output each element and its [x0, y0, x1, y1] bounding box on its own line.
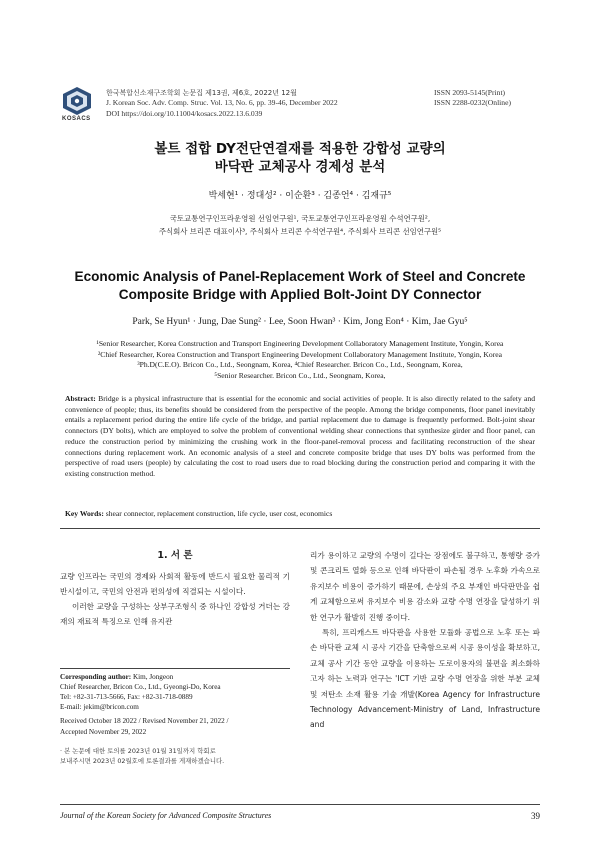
received-line1: Received October 18 2022 / Revised November 21, 2022 / — [60, 717, 229, 725]
discussion-note — [60, 746, 290, 766]
right-paragraph-1: 리가 용이하고 교량의 수명이 길다는 장점에도 불구하고, 통행량 증가 및 콘크리트 열화 등으로 인해 바닥판이 파손될 경우 노후화 가속으로 유지보수 비용이 증가하기 때문에, 손상의 주요 부재인 바닥판만을 쉽게 교체함으로써 유지보수 비용 감소와 교량 수명 연장을 달성하기 위한 연구가 활발히 진행 중이다. — [310, 551, 540, 622]
affiliation-english-line1: ¹Senior Researcher, Korea Construction and Transport Engineering Development Collaboratory Management Institute, Yongin, Korea — [96, 339, 504, 348]
abstract-text: Bridge is a physical infrastructure that is essential for the economic and social activities of people. It is also directly related to the safety and convenience of people; thus, its benefits should be considered from the perspective of the people. Among the bridge components, floor panel inevitably entails a replacement period during the entire life cycle of the bridge, and partial replacement due to damage is frequently performed. Bolt-joint shear connectors (DY bolts), which are employed to solve the problem of conventional welding shear connections that synthesize girder and floor panel, can reduce the construction period by minimizing the crushing work in the floor-panel-removal process and facilitating reconstruction of the shear connections during replacement work. An economic analysis of a steel and concrete composite bridge that uses DY bolts was performed from the perspective of road users (people) by calculating the cost to road users due to road blocking during the construction period and comparing it with the existing construction method. — [65, 394, 536, 478]
authors-korean: 박세현¹ · 정대성² · 이순환³ · 김종언⁴ · 김재규⁵ — [208, 191, 392, 201]
title-korean-line2: 바닥판 교체공사 경제성 분석 — [214, 159, 386, 175]
right-column-body — [310, 548, 540, 733]
keywords-text: shear connector, replacement construction, life cycle, user cost, economics — [105, 509, 333, 518]
affiliations-korean — [40, 212, 560, 238]
left-column-body — [60, 569, 290, 629]
intro-paragraph-1: 교량 인프라는 국민의 경제와 사회적 활동에 반드시 필요한 물리적 기반시설이고, 국민의 안전과 편의성에 직결되는 시설이다. — [60, 572, 290, 596]
doi-link[interactable]: DOI https://doi.org/10.11004/kosacs.2022.13.6.039 — [106, 108, 263, 118]
section-heading: 1. 서 론 — [157, 550, 193, 561]
title-korean-line1: 볼트 접합 DY전단연결재를 적용한 강합성 교량의 — [154, 141, 446, 157]
title-english-line1: Economic Analysis of Panel-Replacement Work of Steel and Concrete — [74, 269, 526, 284]
corresponding-email[interactable]: E-mail: jekim@bricon.com — [60, 703, 139, 711]
title-english — [40, 268, 560, 304]
received-dates — [60, 716, 290, 738]
title-korean — [40, 140, 560, 176]
issn-online: ISSN 2288-0232(Online) — [434, 98, 511, 108]
affiliations-english — [40, 339, 560, 381]
corresponding-phone: Tel: +82-31-713-5666, Fax: +82-31-718-0889 — [60, 693, 193, 701]
journal-logo — [60, 86, 94, 118]
abstract — [65, 394, 535, 480]
discussion-note-line1: · 본 논문에 대한 토의를 2023년 01월 31일까지 학회로 — [60, 747, 216, 755]
keywords-label: Key Words: — [65, 509, 104, 518]
keywords — [65, 509, 535, 518]
received-line2: Accepted November 29, 2022 — [60, 728, 147, 736]
journal-info — [106, 88, 338, 119]
affiliation-english-line2: ²Chief Researcher, Korea Construction and Transport Engineering Development Collaboratory Management Institute, Yongin, Korea — [98, 349, 502, 359]
footnote-rule — [60, 668, 290, 669]
title-english-line2: Composite Bridge with Applied Bolt-Joint DY Connector — [118, 287, 482, 302]
issn-print: ISSN 2093-5145(Print) — [434, 88, 506, 97]
footer-rule — [60, 804, 540, 805]
abstract-label: Abstract: — [65, 394, 96, 403]
right-paragraph-2: 특히, 프리캐스트 바닥판을 사용한 모듈화 공법으로 노후 또는 파손 바닥판 교체 시 공사 기간을 단축함으로써 시공 용이성을 확보하고, 교체 공사 기간 동안 교량을 이용하는 도로이용자의 불편을 최소화하고자 하는 노력과 연구는 'ICT 기반 교량 수명 연장을 위한 부분 교체 및 저탄소 소재 활용 기술 개발(Korea Agency for Infrastructure Technology Advancement-Ministry of Land, Infrastructure and — [310, 628, 540, 730]
journal-korean: 한국복합신소재구조학회 논문집 제13권, 제6호, 2022년 12월 — [106, 89, 297, 97]
affiliation-korean-line1: 국토교통연구인프라운영원 선임연구원¹, 국토교통연구인프라운영원 수석연구원², — [169, 214, 431, 223]
issn-block — [434, 88, 511, 109]
footer-journal-name: Journal of the Korean Society for Advanced Composite Structures — [60, 811, 272, 820]
corresponding-author — [60, 672, 290, 712]
affiliation-korean-line2: 주식회사 브리콘 대표이사³, 주식회사 브리콘 수석연구원⁴, 주식회사 브리콘 선임연구원⁵ — [158, 227, 442, 236]
affiliation-english-line4: ⁵Senior Researcher. Bricon Co., Ltd., Seongnam, Korea, — [214, 370, 386, 380]
corresponding-affiliation: Chief Researcher, Bricon Co., Ltd., Gyeongi-Do, Korea — [60, 683, 221, 691]
intro-paragraph-2: 이러한 교량을 구성하는 상부구조형식 중 하나인 강합성 거더는 강재의 재료적 특징으로 인해 유지관 — [60, 602, 290, 626]
journal-english: J. Korean Soc. Adv. Comp. Struc. Vol. 13, No. 6, pp. 39-46, December 2022 — [106, 98, 338, 108]
authors-english: Park, Se Hyun¹ · Jung, Dae Sung² · Lee, Soon Hwan³ · Kim, Jong Eon⁴ · Kim, Jae Gyu⁵ — [132, 317, 468, 327]
page-number: 39 — [531, 811, 540, 821]
logo-text: KOSACS — [62, 116, 91, 122]
affiliation-english-line3: ³Ph.D(C.E.O). Bricon Co., Ltd., Seongnam, Korea, ⁴Chief Researcher. Bricon Co., Ltd., Seongnam, Korea, — [137, 360, 463, 370]
abstract-divider — [60, 528, 540, 529]
corresponding-label: Corresponding author: — [60, 673, 132, 681]
kosacs-logo-icon — [60, 86, 94, 116]
discussion-note-line2: 보내주시면 2023년 02월호에 토론결과를 게재하겠습니다. — [60, 757, 225, 765]
corresponding-name: Kim, Jongeon — [132, 673, 174, 681]
